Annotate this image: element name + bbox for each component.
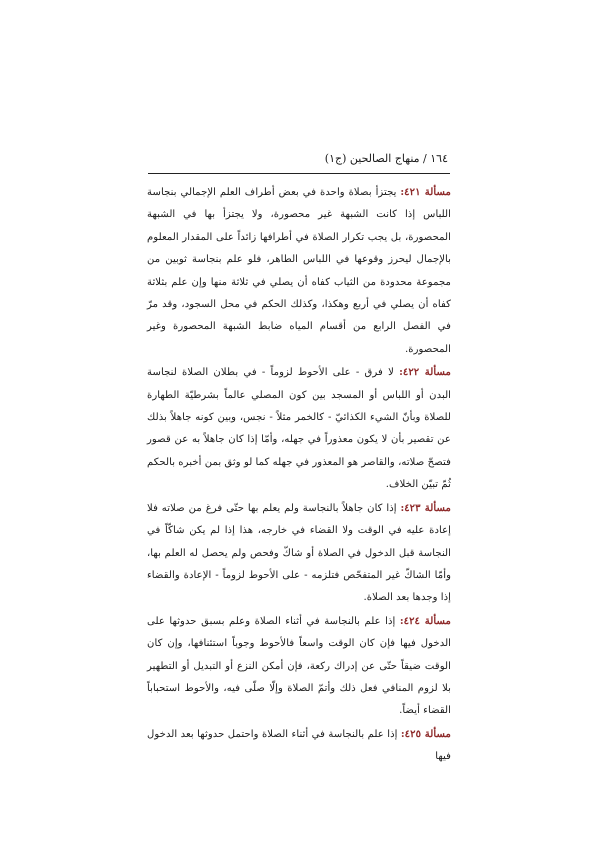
issue-paragraph-422	[147, 361, 451, 496]
issue-text: إذا علم بالنجاسة في أثناء الصلاة وعلم بسبق حدوثها على الدخول فيها فإن كان الوقت واسعاً فالأحوط وجوباً استئنافها، وإن كان الوقت ضيقاً حتّى عن إدراك ركعة، فإن أمكن النزع أو التبديل أو التطهير بلا لزوم المنافي فعل ذلك وأتمّ الصلاة وإلّا صلّى فيه، والأحوط استحباباً القضاء أيضاً.	[147, 615, 451, 717]
issue-label: مسألة ٤٢٢:	[399, 366, 451, 379]
issue-text: لا فرق - على الأحوط لزوماً - في بطلان الصلاة لنجاسة البدن أو اللباس أو المسجد بين كون المصلي عالماً بشرطيّة الطهارة للصلاة وبأنّ الشيء الكذائيّ - كالخمر مثلاً - نجس، وبين كونه جاهلاً بذلك عن تقصير بأن لا يكون معذوراً في جهله، وأمّا إذا كان جاهلاً به عن قصور فتصحّ صلاته، والقاصر هو المعذور في جهله كما لو وثق بمن أخبره بالحكم ثُمّ تبيّن الخلاف.	[147, 367, 451, 491]
body-text	[147, 181, 451, 769]
issue-label: مسألة ٤٢١:	[400, 186, 452, 198]
issue-label: مسألة ٤٢٥:	[400, 727, 452, 740]
running-header: ١٦٤ / منهاج الصالحين (ج١)	[324, 152, 448, 165]
issue-label: مسألة ٤٢٣:	[400, 501, 451, 514]
issue-text: يجتزأ بصلاة واحدة في بعض أطراف العلم الإجمالي بنجاسة اللباس إذا كانت الشبهة غير محصورة، ولا يجتزأ بها في الشبهة المحصورة، بل يجب تكرار الصلاة في أطرافها زائداً على المقدار المعلوم بالإجمال ليحرز وقوعها في اللباس الطاهر، فلو علم بنجاسة ثوبين من مجموعة محدودة من الثياب كفاه أن يصلي في ثلاثة منها وإن علم بثلاثة كفاه أن يصلي في أربع وهكذا، وكذلك الحكم في محل السجود، وقد مرّ في الفصل الرابع من أقسام المياه ضابط الشبهة المحصورة وغير المحصورة.	[147, 187, 451, 355]
issue-paragraph-425	[147, 723, 451, 769]
issue-text: إذا كان جاهلاً بالنجاسة ولم يعلم بها حتّى فرغ من صلاته فلا إعادة عليه في الوقت ولا القضاء في خارجه، هذا إذا لم يكن شاكّاً في النجاسة قبل الدخول في الصلاة أو شاكّ وفحص ولم يحصل له العلم بها، وأمّا الشاكّ غير المتفحّص فتلزمه - على الأحوط لزوماً - الإعادة والقضاء إذا وجدها بعد الصلاة.	[147, 502, 451, 604]
issue-text: إذا علم بالنجاسة في أثناء الصلاة واحتمل حدوثها بعد الدخول فيها	[147, 728, 451, 763]
issue-paragraph-423	[147, 497, 451, 610]
issue-label: مسألة ٤٢٤:	[399, 614, 452, 627]
issue-paragraph-421	[147, 181, 451, 361]
issue-paragraph-424	[147, 610, 451, 723]
header-rule	[148, 173, 450, 174]
